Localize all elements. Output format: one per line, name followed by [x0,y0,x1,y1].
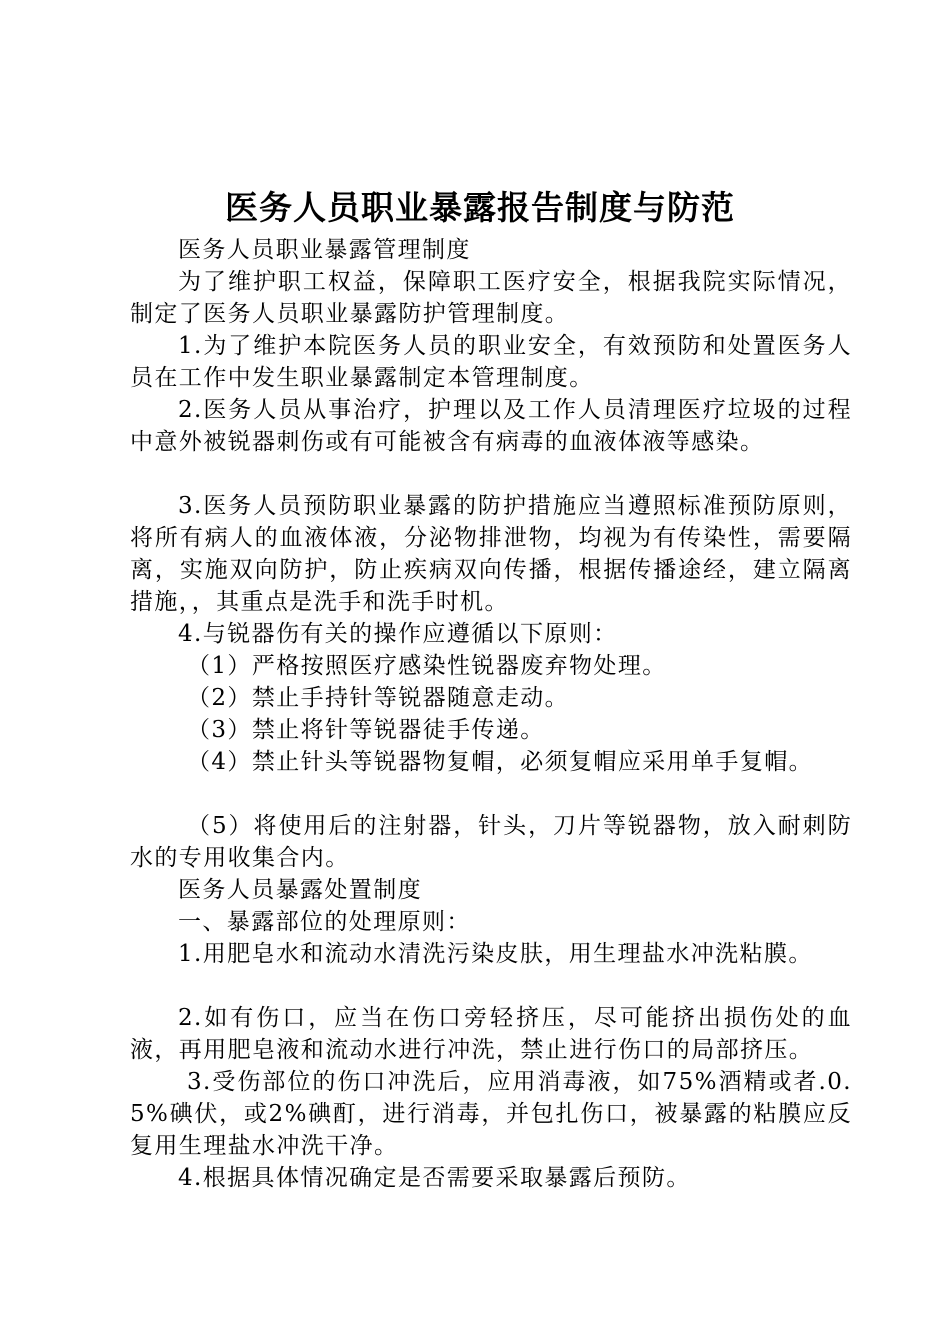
list-item-sharps-4: （4）禁止针头等锐器物复帽，必须复帽应采用单手复帽。 [187,749,814,775]
paragraph-item-4: 4.与锐器伤有关的操作应遵循以下原则： [178,621,618,647]
paragraph-item-3: 3.医务人员预防职业暴露的防护措施应当遵照标准预防原则，将所有病人的血液体液，分泌物排泄物，均视为有传染性，需要隔离，实施双向防护，防止疾病双向传播，根据传播途经，建立隔离措施，，其重点是洗手和洗手时机。 [130,493,852,615]
paragraph-intro: 为了维护职工权益，保障职工医疗安全，根据我院实际情况，制定了医务人员职业暴露防护管理制度。 [130,269,852,327]
blank-line [130,458,852,490]
list-item-sharps-2: （2）禁止手持针等锐器随意走动。 [187,685,570,711]
section-heading-disposal: 医务人员暴露处置制度 [178,877,422,903]
paragraph-item-2: 2.医务人员从事治疗，护理以及工作人员清理医疗垃圾的过程中意外被锐器刺伤或有可能被含有病毒的血液体液等感染。 [130,397,852,455]
document-body [130,234,852,1194]
section-heading-management: 医务人员职业暴露管理制度 [178,237,471,263]
paragraph-disposal-4: 4.根据具体情况确定是否需要采取暴露后预防。 [178,1165,691,1191]
list-item-sharps-1: （1）严格按照医疗感染性锐器废弃物处理。 [187,653,667,679]
list-item-sharps-5: （5）将使用后的注射器，针头，刀片等锐器物，放入耐刺防水的专用收集合内。 [130,813,852,871]
document-title: 医务人员职业暴露报告制度与防范 [225,188,735,227]
subsection-heading-principles: 一、暴露部位的处理原则： [178,909,471,935]
paragraph-disposal-1: 1.用肥皂水和流动水清洗污染皮肤，用生理盐水冲洗粘膜。 [178,941,813,967]
paragraph-disposal-2: 2.如有伤口，应当在伤口旁轻挤压，尽可能挤出损伤处的血液，再用肥皂液和流动水进行冲洗，禁止进行伤口的局部挤压。 [130,1005,852,1063]
paragraph-disposal-3: 3.受伤部位的伤口冲洗后，应用消毒液，如75%酒精或者.0.5%碘伏，或2%碘酊，进行消毒，并包扎伤口，被暴露的粘膜应反复用生理盐水冲洗干净。 [130,1069,852,1159]
list-item-sharps-3: （3）禁止将针等锐器徒手传递。 [187,717,545,743]
paragraph-item-1: 1.为了维护本院医务人员的职业安全，有效预防和处置医务人员在工作中发生职业暴露制定本管理制度。 [130,333,852,391]
blank-line [130,970,852,1002]
blank-line [130,778,852,810]
